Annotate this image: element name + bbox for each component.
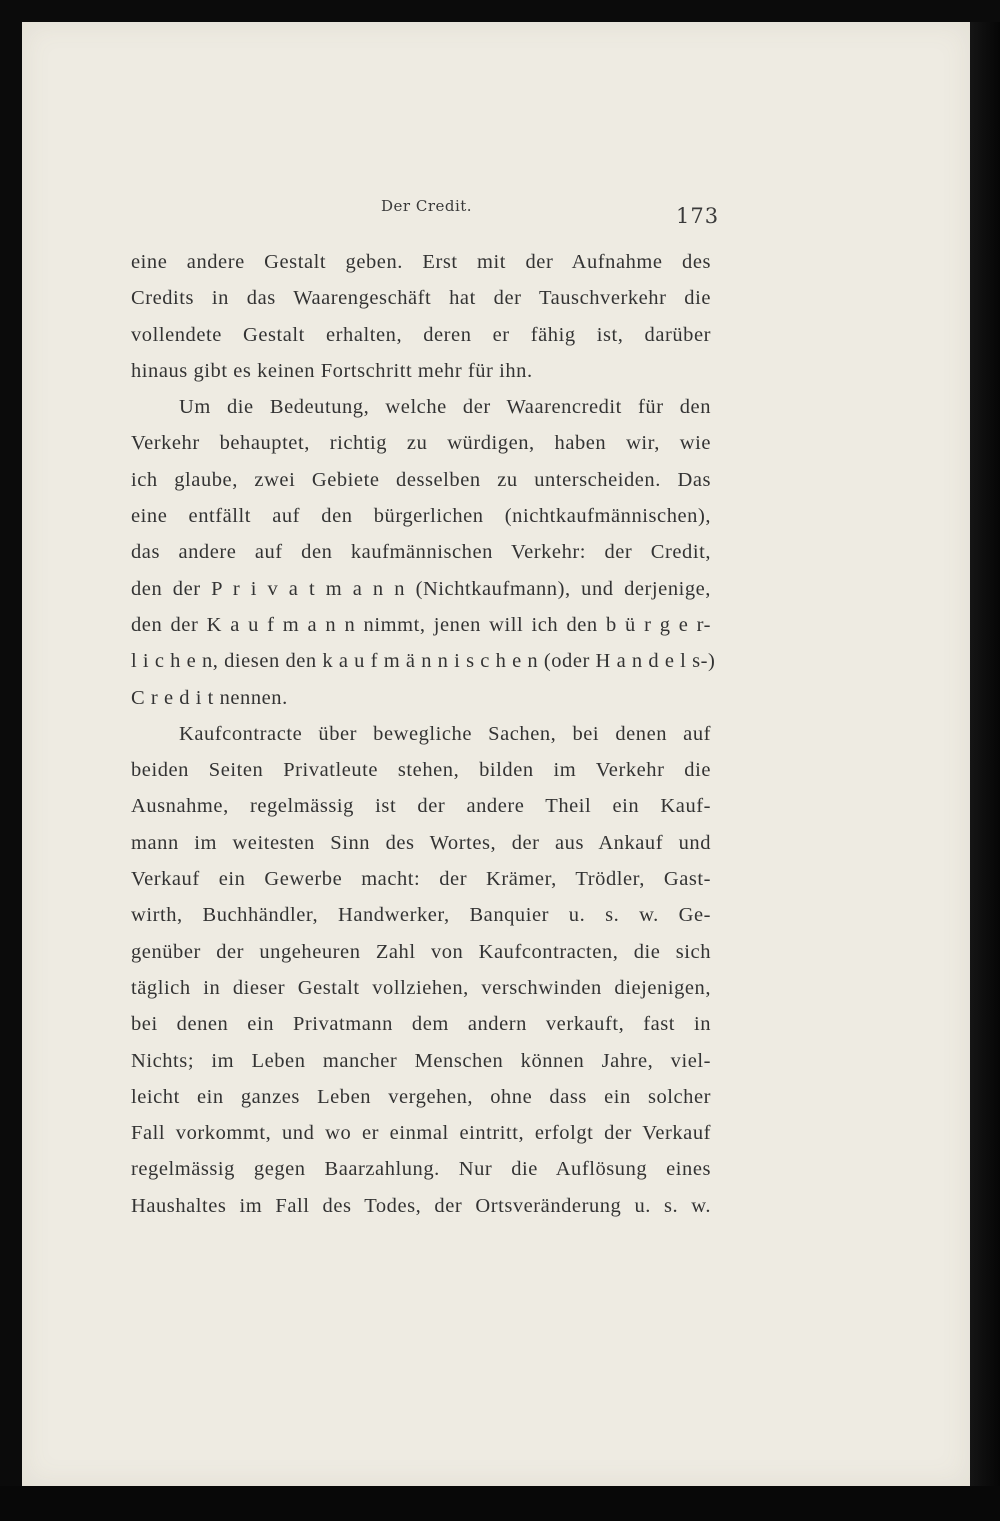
- text-line: C r e d i t nennen.: [131, 686, 288, 709]
- text-line: eine entfällt auf den bürgerlichen (nichtkaufmännischen),: [131, 505, 711, 528]
- running-title: Der Credit.: [381, 197, 473, 215]
- text-line: Ausnahme, regelmässig ist der andere Theil ein Kauf-: [131, 795, 711, 818]
- text-line: Credits in das Waarengeschäft hat der Tauschverkehr die: [131, 287, 711, 310]
- text-line: Fall vorkommt, und wo er einmal eintritt, erfolgt der Verkauf: [131, 1122, 711, 1145]
- text-line: Kaufcontracte über bewegliche Sachen, bei denen auf: [179, 722, 711, 745]
- text-line: beiden Seiten Privatleute stehen, bilden im Verkehr die: [131, 759, 711, 782]
- paragraph-1: [131, 244, 711, 389]
- text-line: Nichts; im Leben mancher Menschen können Jahre, viel-: [131, 1049, 711, 1072]
- text-line: den der P r i v a t m a n n (Nichtkaufmann), und derjenige,: [131, 577, 711, 600]
- text-line: eine andere Gestalt geben. Erst mit der Aufnahme des: [131, 251, 711, 273]
- text-line: hinaus gibt es keinen Fortschritt mehr für ihn.: [131, 359, 533, 382]
- text-line: Um die Bedeutung, welche der Waarencredit für den: [179, 396, 711, 419]
- text-line: den der K a u f m a n n nimmt, jenen will ich den b ü r g e r-: [131, 613, 711, 636]
- paragraph-2: [131, 389, 716, 716]
- text-line: leicht ein ganzes Leben vergehen, ohne dass ein solcher: [131, 1085, 711, 1108]
- text-line: ich glaube, zwei Gebiete desselben zu unterscheiden. Das: [131, 468, 711, 491]
- text-line: genüber der ungeheuren Zahl von Kaufcontracten, die sich: [131, 940, 711, 963]
- text-line: wirth, Buchhändler, Handwerker, Banquier u. s. w. Ge-: [131, 904, 711, 927]
- text-line: Verkauf ein Gewerbe macht: der Krämer, Trödler, Gast-: [131, 868, 711, 891]
- text-line: das andere auf den kaufmännischen Verkehr: der Credit,: [131, 541, 711, 564]
- text-line: l i c h e n, diesen den k a u f m ä n n i s c h e n (oder H a n d e l s-): [131, 650, 716, 673]
- text-line: vollendete Gestalt erhalten, deren er fähig ist, darüber: [131, 323, 711, 346]
- body-text: [131, 244, 716, 1224]
- text-line: mann im weitesten Sinn des Wortes, der aus Ankauf und: [131, 831, 711, 854]
- scan-border-bottom: [0, 1486, 1000, 1521]
- page-number: 173: [676, 204, 720, 228]
- text-line: täglich in dieser Gestalt vollziehen, verschwinden diejenigen,: [131, 976, 711, 999]
- paragraph-3: [131, 716, 711, 1224]
- text-line: regelmässig gegen Baarzahlung. Nur die Auflösung eines: [131, 1158, 711, 1181]
- text-line: Haushaltes im Fall des Todes, der Ortsveränderung u. s. w.: [131, 1194, 711, 1217]
- text-line: Verkehr behauptet, richtig zu würdigen, haben wir, wie: [131, 432, 711, 455]
- scan-border-right: [970, 22, 1000, 1521]
- text-line: bei denen ein Privatmann dem andern verkauft, fast in: [131, 1013, 711, 1036]
